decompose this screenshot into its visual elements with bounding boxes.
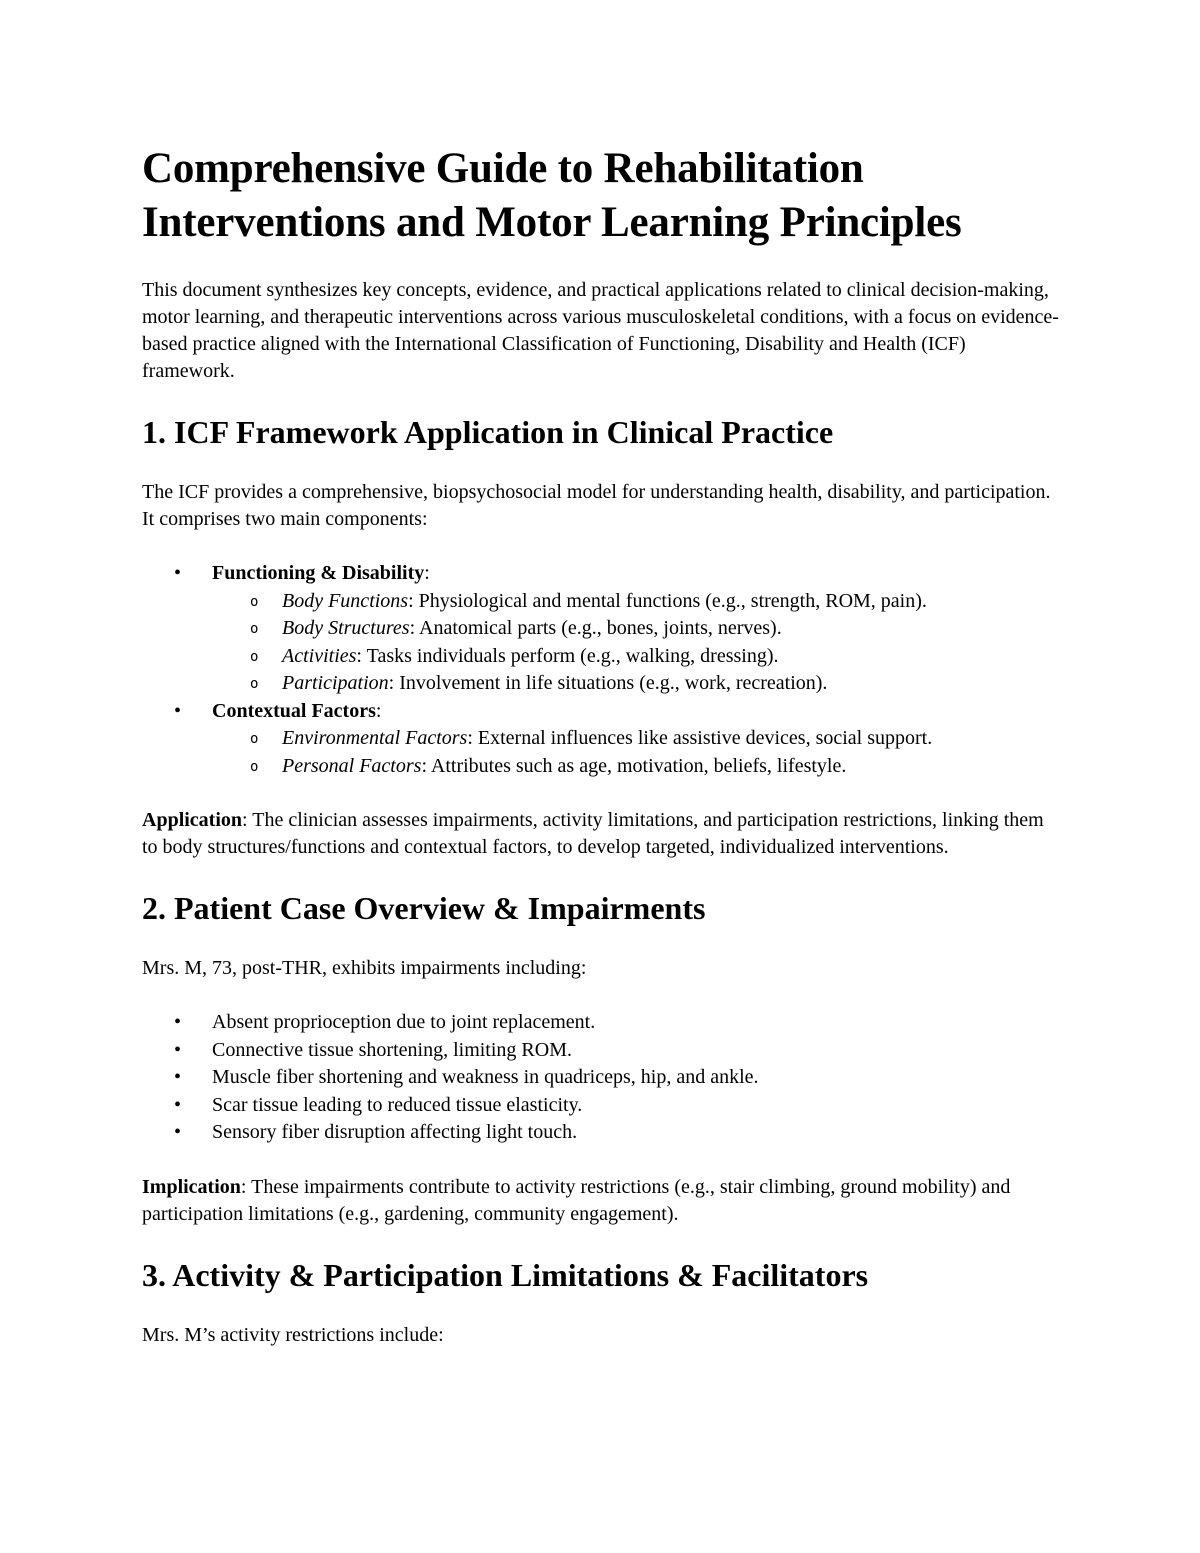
list-item: • Sensory fiber disruption affecting light touch. — [142, 1119, 1062, 1147]
list-item: • Contextual Factors: o Environmental Factors: External influences like assistive devices, social support. o Personal Factors: Attributes such as age, motivation, beliefs, lifestyle. — [142, 698, 1062, 781]
list-item: • Scar tissue leading to reduced tissue elasticity. — [142, 1092, 1062, 1120]
group-label: Contextual Factors — [212, 699, 376, 722]
section-1-paragraph: The ICF provides a comprehensive, biopsychosocial model for understanding health, disability, and participation. It comprises two main components: — [142, 481, 1051, 530]
section-1-heading: 1. ICF Framework Application in Clinical Practice — [142, 414, 834, 450]
intro-paragraph: This document synthesizes key concepts, evidence, and practical applications related to clinical decision-making, motor learning, and therapeutic interventions across various musculoskeletal conditions, with a focus on evidence-based practice aligned with the International Classification of Functioning, Disability and Health (ICF) framework. — [142, 279, 1059, 382]
list-item: o Personal Factors: Attributes such as age, motivation, beliefs, lifestyle. — [212, 753, 1062, 781]
list-item: • Connective tissue shortening, limiting ROM. — [142, 1037, 1062, 1065]
section-3-heading: 3. Activity & Participation Limitations & Facilitators — [142, 1256, 869, 1293]
section-2-heading: 2. Patient Case Overview & Impairments — [142, 890, 706, 926]
list-item: o Environmental Factors: External influences like assistive devices, social support. — [212, 725, 1062, 753]
document-content — [142, 142, 1062, 1376]
sub-list — [212, 588, 1062, 698]
impairments-list — [142, 1009, 1062, 1147]
section-3-paragraph: Mrs. M’s activity restrictions include: — [142, 1323, 444, 1346]
list-item: • Absent proprioception due to joint replacement. — [142, 1009, 1062, 1037]
sub-list — [212, 725, 1062, 780]
list-item: • Muscle fiber shortening and weakness in quadriceps, hip, and ankle. — [142, 1064, 1062, 1092]
list-item: o Body Functions: Physiological and mental functions (e.g., strength, ROM, pain). — [212, 588, 1062, 616]
list-item: o Activities: Tasks individuals perform (e.g., walking, dressing). — [212, 643, 1062, 671]
implication-paragraph: Implication: These impairments contribute to activity restrictions (e.g., stair climbing, ground mobility) and participation limitations (e.g., gardening, community engagement). — [142, 1175, 1011, 1225]
group-label: Functioning & Disability — [212, 562, 425, 584]
list-item: o Participation: Involvement in life situations (e.g., work, recreation). — [212, 670, 1062, 698]
icf-components-list — [142, 560, 1062, 780]
document-title: Comprehensive Guide to Rehabilitation Interventions and Motor Learning Principles — [142, 145, 962, 246]
application-paragraph: Application: The clinician assesses impairments, activity limitations, and participation restrictions, linking them to body structures/functions and contextual factors, to develop targeted, individualized interventions. — [142, 809, 1044, 858]
list-item: • Functioning & Disability: o Body Functions: Physiological and mental functions (e.g., strength, ROM, pain). o Body Structures: Anatomical parts (e.g., bones, joints, nerves). o Activities: Tasks individuals perform (e.g., walking, dressing). o Participation: Involvement in life situations (e.g., work, recreation). — [142, 560, 1062, 698]
section-2-paragraph: Mrs. M, 73, post-THR, exhibits impairments including: — [142, 957, 587, 979]
list-item: o Body Structures: Anatomical parts (e.g., bones, joints, nerves). — [212, 615, 1062, 643]
